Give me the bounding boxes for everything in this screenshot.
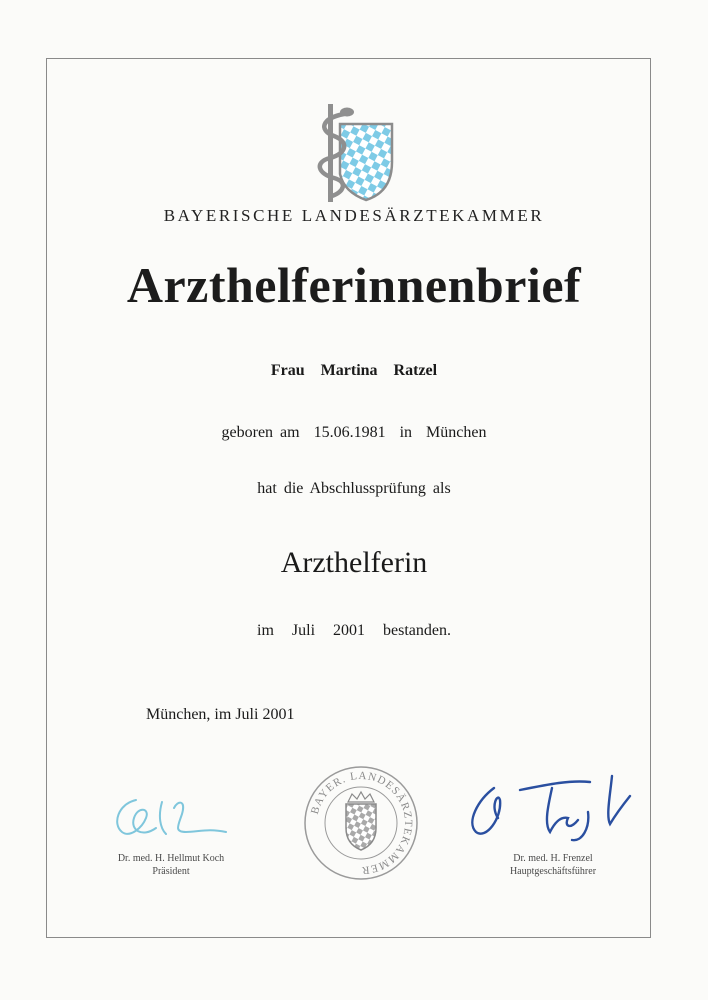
organization-name: BAYERISCHE LANDESÄRZTEKAMMER <box>163 206 545 225</box>
signer-left <box>86 852 256 878</box>
bavarian-crest-icon <box>304 100 400 204</box>
place-and-date: München, im Juli 2001 <box>146 706 295 723</box>
signature-left <box>108 788 248 848</box>
profession-title: Arzthelferin <box>280 546 428 579</box>
birth-details: geboren am 15.06.1981 in München <box>221 424 487 441</box>
certificate-title: Arzthelferinnenbrief <box>126 257 582 313</box>
signer-right-name: Dr. med. H. Frenzel <box>513 853 593 864</box>
signature-right <box>460 766 650 846</box>
official-seal-icon <box>302 764 420 882</box>
signer-right <box>468 852 638 878</box>
signer-right-role: Hauptgeschäftsführer <box>509 866 597 877</box>
passed-statement: im Juli 2001 bestanden. <box>257 622 451 639</box>
recipient-name: Frau Martina Ratzel <box>270 362 438 379</box>
signer-left-role: Präsident <box>152 866 190 877</box>
signer-left-name: Dr. med. H. Hellmut Koch <box>117 853 225 864</box>
exam-statement: hat die Abschlussprüfung als <box>257 480 451 497</box>
seal-ring-text: BAYER. LANDESÄRZTEKAMMER <box>308 769 415 877</box>
